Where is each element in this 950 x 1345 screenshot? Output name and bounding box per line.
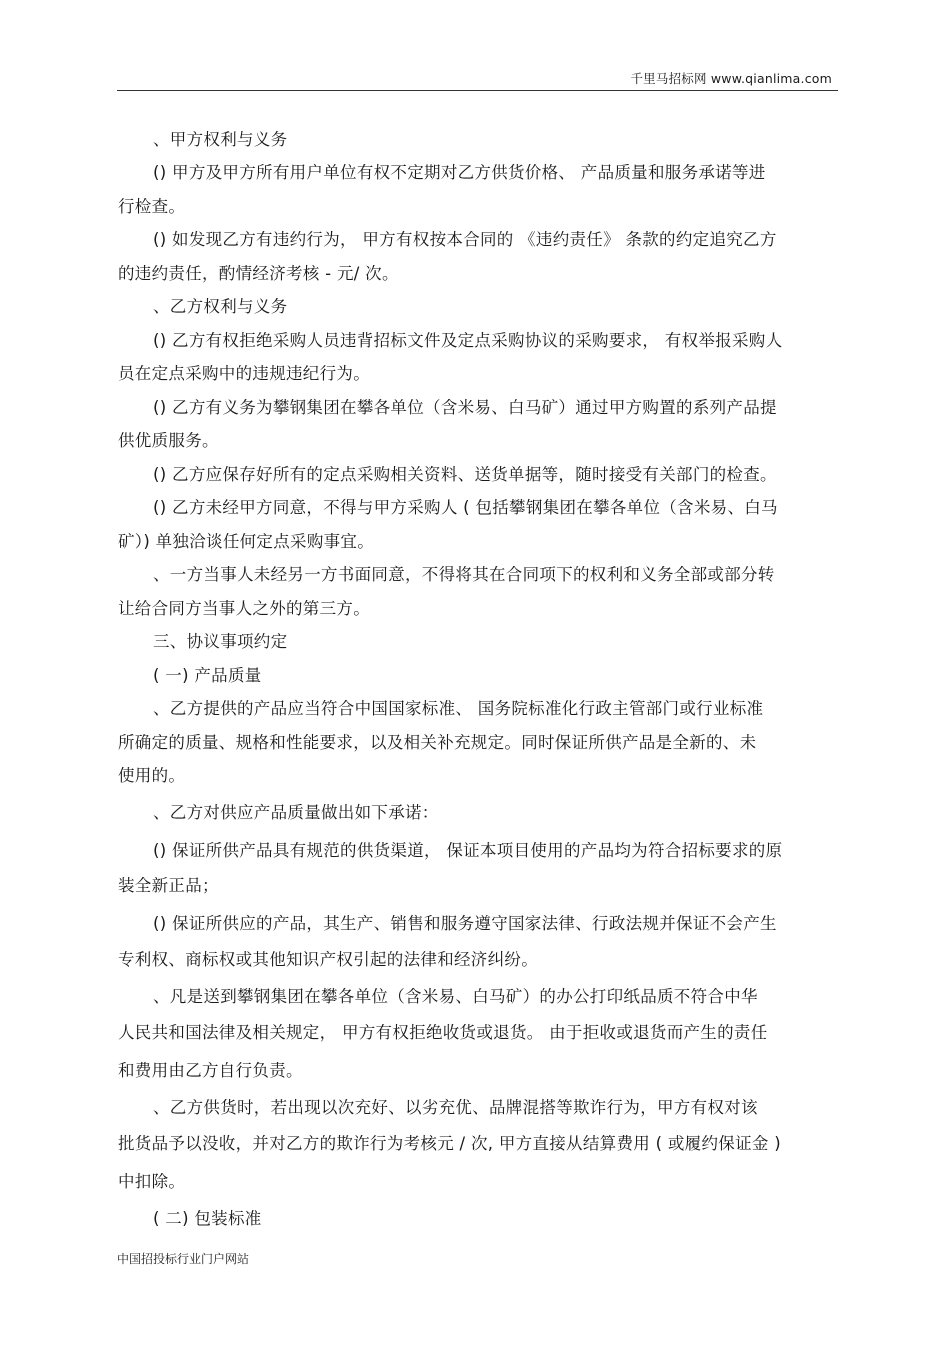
body-line: 、乙方对供应产品质量做出如下承诺： (153, 803, 439, 822)
body-line: 、乙方提供的产品应当符合中国国家标准、 国务院标准化行政主管部门或行业标准 (153, 699, 764, 718)
body-line: 、一方当事人未经另一方书面同意，不得将其在合同项下的权利和义务全部或部分转 (153, 565, 775, 584)
page-header (117, 66, 838, 91)
body-line: 人民共和国法律及相关规定， 甲方有权拒绝收货或退货。 由于拒收或退货而产生的责任 (118, 1023, 768, 1042)
body-line: 、乙方供货时，若出现以次充好、以劣充优、品牌混搭等欺诈行为，甲方有权对该 (153, 1098, 758, 1117)
body-line: 供优质服务。 (118, 431, 219, 450)
header-site: 千里马招标网 www.qianlima.com (630, 71, 832, 86)
body-line: () 甲方及甲方所有用户单位有权不定期对乙方供货价格、 产品质量和服务承诺等进 (153, 163, 766, 182)
body-line: 和费用由乙方自行负责。 (118, 1061, 303, 1080)
body-line: () 保证所供产品具有规范的供货渠道， 保证本项目使用的产品均为符合招标要求的原 (153, 841, 783, 860)
body-line: 、甲方权利与义务 (153, 130, 288, 149)
body-line: () 保证所供应的产品，其生产、销售和服务遵守国家法律、行政法规并保证不会产生 (153, 914, 777, 933)
body-line: 员在定点采购中的违规违纪行为。 (118, 364, 370, 383)
body-line: () 乙方应保存好所有的定点采购相关资料、送货单据等，随时接受有关部门的检查。 (153, 465, 777, 484)
body-line: 使用的。 (118, 766, 186, 785)
page-footer: 中国招投标行业门户网站 (117, 1252, 250, 1266)
body-line: 让给合同方当事人之外的第三方。 (118, 599, 370, 618)
body-line: () 乙方有权拒绝采购人员违背招标文件及定点采购协议的采购要求， 有权举报采购人 (153, 331, 783, 350)
body-line: 、乙方权利与义务 (153, 297, 288, 316)
body-line: ( 二) 包装标准 (153, 1209, 262, 1228)
body-line: 、凡是送到攀钢集团在攀各单位（含米易、白马矿）的办公打印纸品质不符合中华 (153, 987, 758, 1006)
body-line: 矿）) 单独洽谈任何定点采购事宜。 (118, 532, 375, 551)
body-line: 批货品予以没收，并对乙方的欺诈行为考核元 / 次, 甲方直接从结算费用 ( 或履约保证金 ) (118, 1134, 781, 1153)
body-line: 专利权、商标权或其他知识产权引起的法律和经济纠纷。 (118, 950, 538, 969)
body-line: () 如发现乙方有违约行为， 甲方有权按本合同的 《违约责任》 条款的约定追究乙方 (153, 230, 777, 249)
body-line: () 乙方未经甲方同意，不得与甲方采购人 ( 包括攀钢集团在攀各单位（含米易、白马 (153, 498, 778, 517)
body-line: 装全新正品； (118, 876, 219, 895)
body-line: 的违约责任，酌情经济考核 - 元/ 次。 (118, 264, 399, 283)
body-line: 行检查。 (118, 197, 186, 216)
body-line: ( 一) 产品质量 (153, 666, 262, 685)
body-line: 三、协议事项约定 (153, 632, 288, 651)
body-line: 所确定的质量、规格和性能要求，以及相关补充规定。同时保证所供产品是全新的、未 (118, 733, 757, 752)
body-line: 中扣除。 (118, 1172, 186, 1191)
body-line: () 乙方有义务为攀钢集团在攀各单位（含米易、白马矿）通过甲方购置的系列产品提 (153, 398, 777, 417)
